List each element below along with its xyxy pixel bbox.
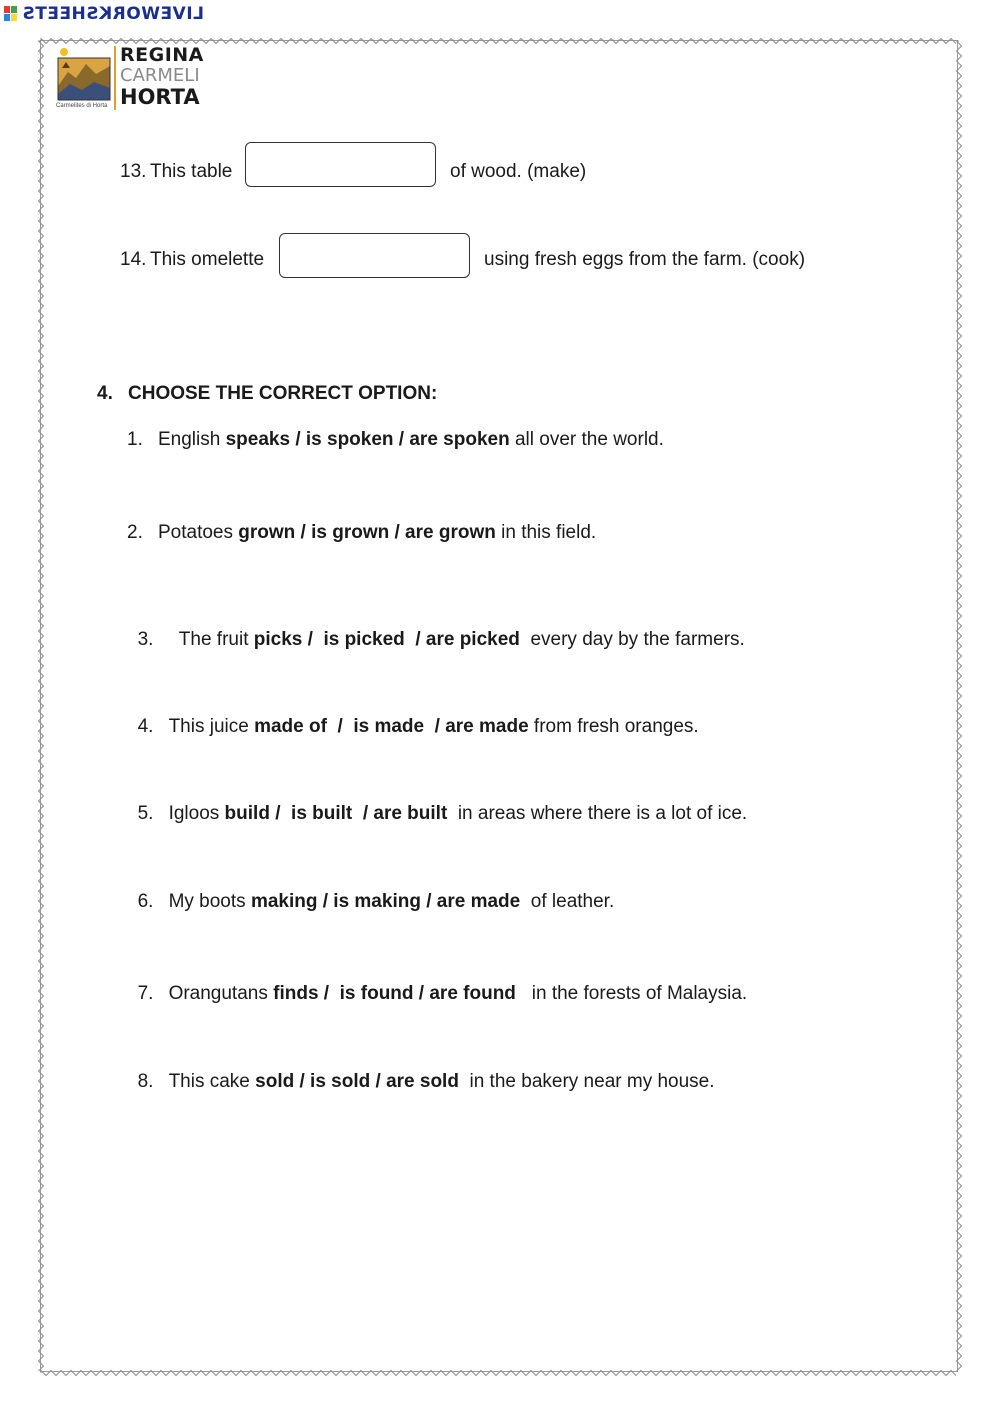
- question-number: 3.: [137, 629, 154, 650]
- question-options[interactable]: picks / is picked / are picked: [253, 629, 520, 650]
- question-text-before: Igloos: [168, 803, 225, 824]
- question-number: 6.: [137, 891, 154, 912]
- logo-line-3: HORTA: [120, 85, 200, 109]
- question-options[interactable]: grown / is grown / are grown: [238, 522, 496, 543]
- question-text-after: all over the world.: [509, 429, 664, 450]
- section-heading: [97, 383, 437, 405]
- school-logo: [56, 44, 204, 112]
- brand-name: LIVEWORKSHEETS: [22, 4, 204, 24]
- question-text-before: The fruit: [168, 629, 254, 650]
- logo-wordmark: [114, 46, 204, 110]
- question-text-after: in areas where there is a lot of ice.: [447, 803, 748, 824]
- question-text-after: in the forests of Malaysia.: [515, 983, 748, 1004]
- question-text-before: Orangutans: [168, 983, 274, 1004]
- question-text-after: every day by the farmers.: [519, 629, 745, 650]
- question-text-after: in this field.: [495, 522, 597, 543]
- logo-line-1: REGINA: [120, 44, 204, 66]
- gapfill-text-before: This omelette: [150, 249, 265, 270]
- question-text-after: of leather.: [520, 891, 615, 912]
- liveworksheets-brand: [4, 3, 204, 25]
- question-options[interactable]: finds / is found / are found: [273, 983, 516, 1004]
- question-text-after: from fresh oranges.: [528, 716, 699, 737]
- question-number: 7.: [137, 983, 154, 1004]
- answer-input-13[interactable]: [245, 142, 436, 187]
- question-number: 8.: [137, 1071, 154, 1092]
- question-item: [127, 430, 664, 449]
- question-options[interactable]: making / is making / are made: [250, 891, 521, 912]
- gapfill-text-after: using fresh eggs from the farm. (cook): [484, 249, 806, 270]
- gapfill-text-after: of wood. (make): [450, 161, 587, 182]
- question-item: [127, 1053, 715, 1091]
- logo-line-2: CARMELI: [120, 65, 200, 86]
- answer-input-14[interactable]: [279, 233, 470, 278]
- question-number: 2.: [127, 522, 143, 543]
- section-number: 4.: [97, 383, 113, 404]
- question-item: [127, 873, 614, 911]
- question-options[interactable]: made of / is made / are made: [254, 716, 529, 737]
- question-options[interactable]: build / is built / are built: [224, 803, 448, 824]
- gapfill-number: 14.: [120, 249, 147, 270]
- gapfill-text-before: This table: [150, 161, 233, 182]
- question-item: [127, 611, 745, 649]
- question-item: [127, 965, 747, 1003]
- question-text-before: My boots: [168, 891, 251, 912]
- question-text-before: This juice: [168, 716, 255, 737]
- question-text-before: English: [158, 429, 226, 450]
- question-item: [127, 698, 699, 736]
- logo-caption: Carmelites di Horta: [56, 103, 108, 109]
- question-number: 5.: [137, 803, 154, 824]
- question-text-after: in the bakery near my house.: [458, 1071, 715, 1092]
- question-number: 4.: [137, 716, 154, 737]
- question-text-before: This cake: [168, 1071, 256, 1092]
- section-title: CHOOSE THE CORRECT OPTION:: [128, 383, 438, 404]
- question-item: [127, 523, 596, 542]
- question-text-before: Potatoes: [158, 522, 239, 543]
- gapfill-number: 13.: [120, 161, 147, 182]
- cubes-icon: [4, 6, 18, 22]
- landscape-logo-icon: [56, 46, 112, 106]
- question-number: 1.: [127, 429, 143, 450]
- question-item: [127, 785, 747, 823]
- question-options[interactable]: speaks / is spoken / are spoken: [225, 429, 510, 450]
- question-options[interactable]: sold / is sold / are sold: [255, 1071, 459, 1092]
